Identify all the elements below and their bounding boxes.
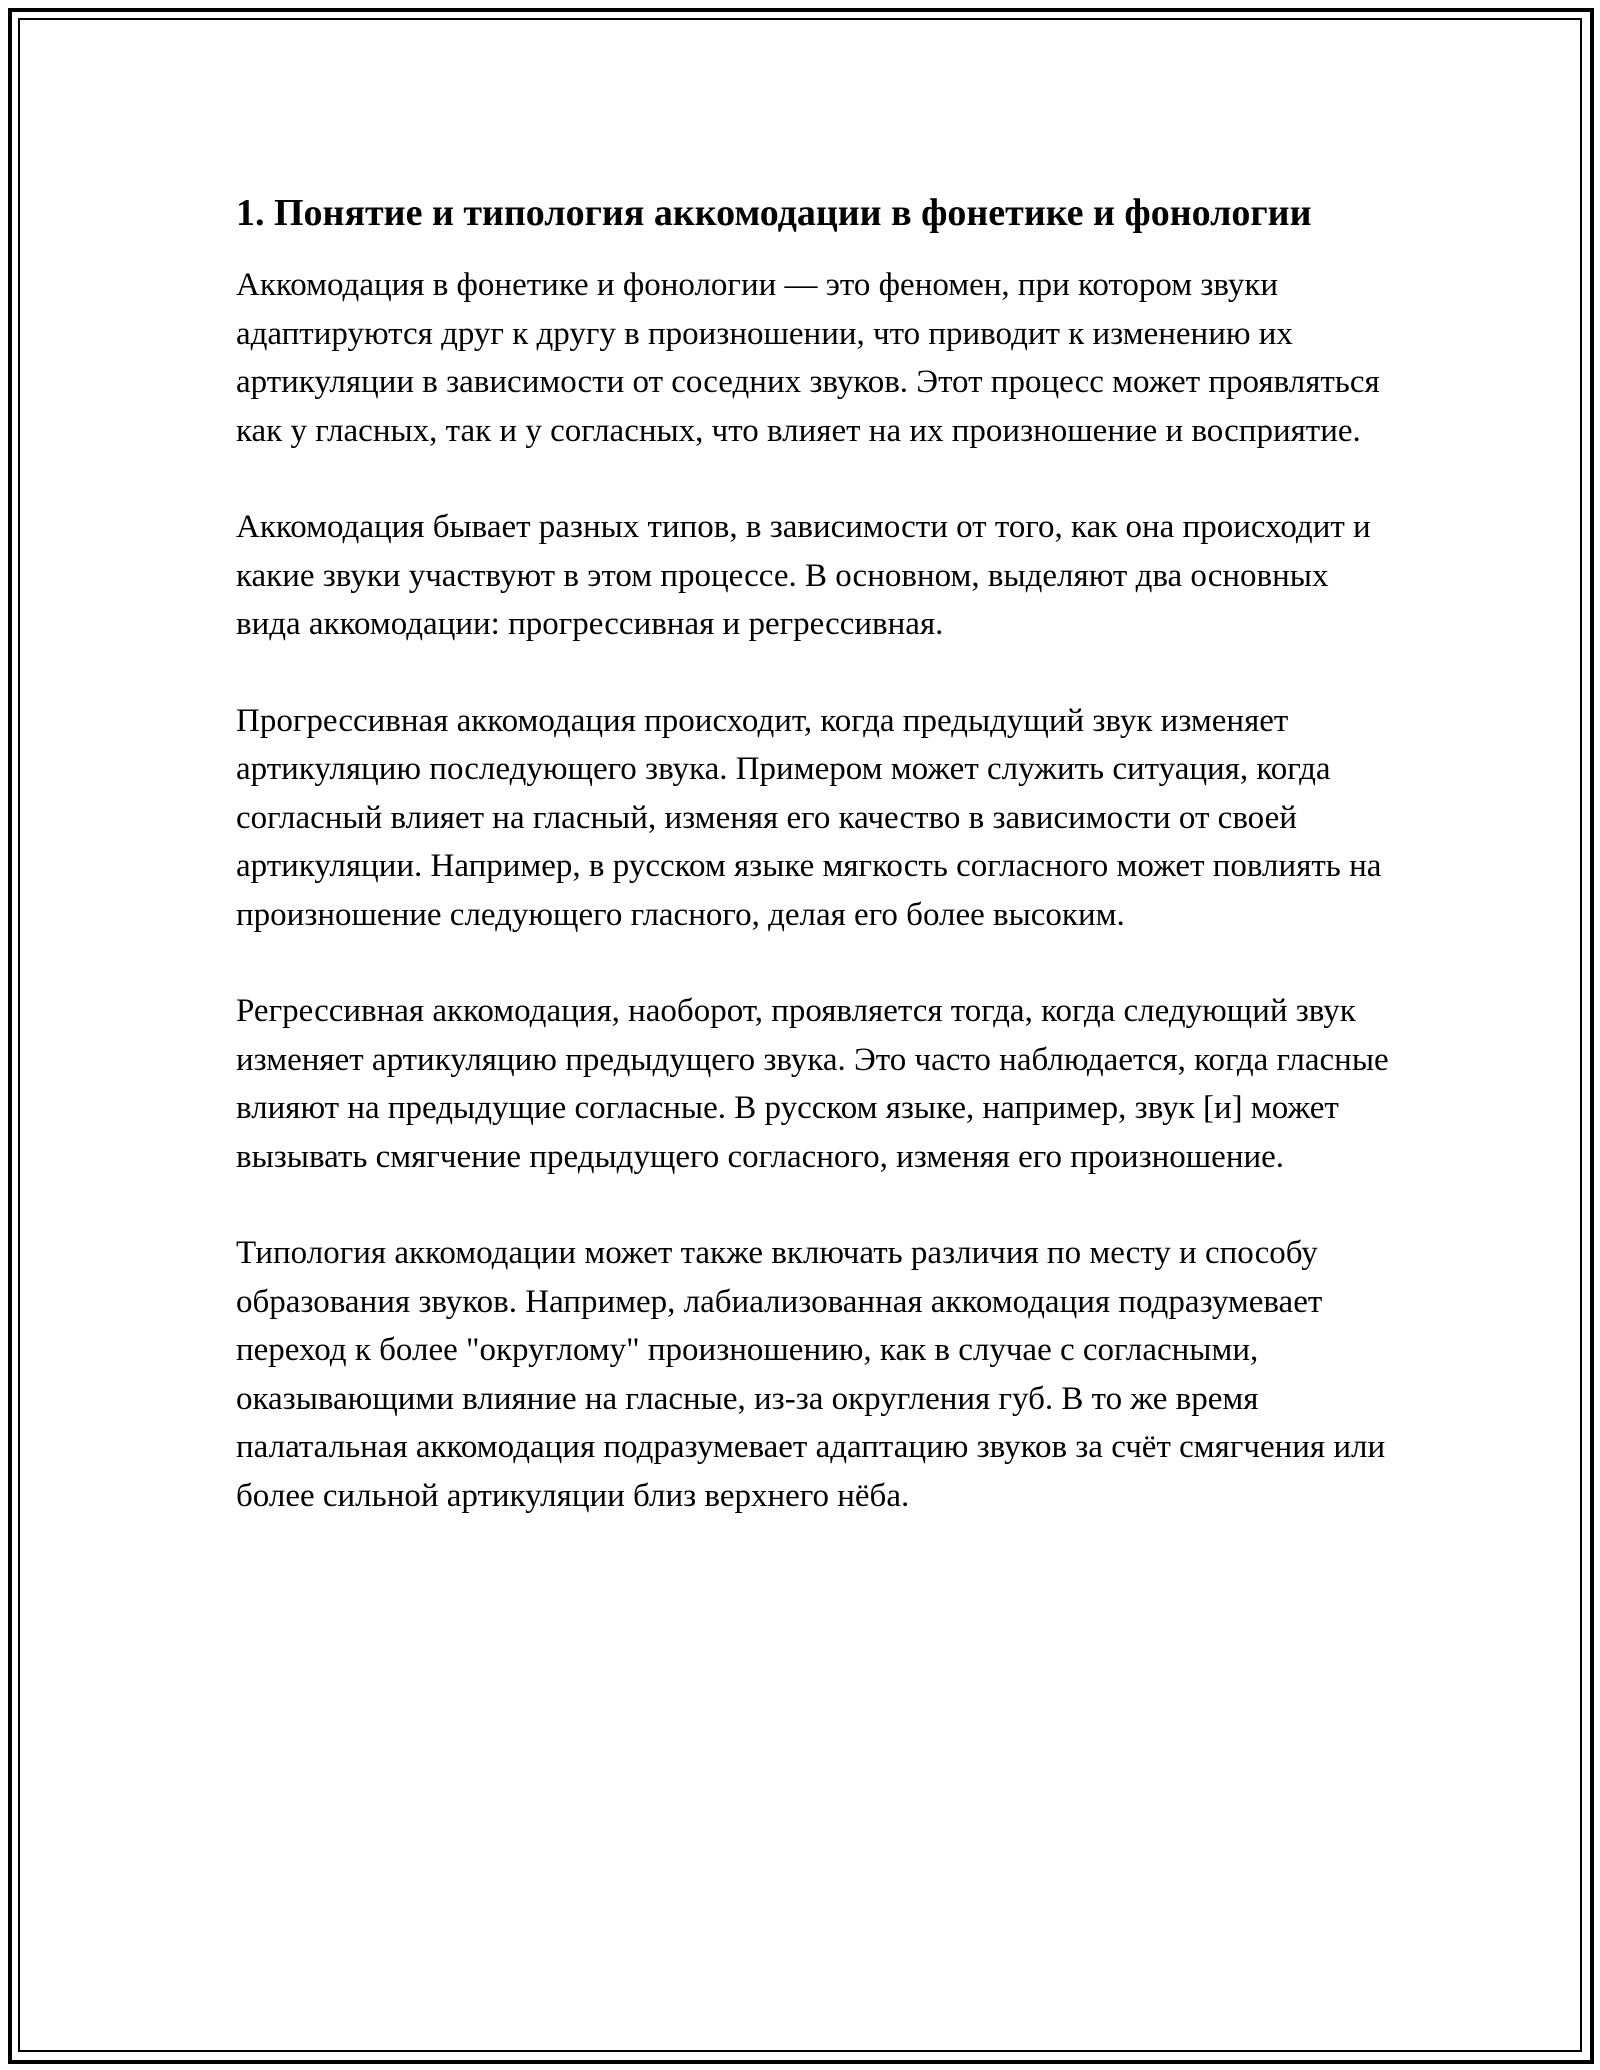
paragraph-types: Аккомодация бывает разных типов, в зависимости от того, как она происходит и какие звуки участвуют в этом процессе. В основном, выделяют два основных вида аккомодации: прогрессивная и регрессивная. xyxy=(236,509,1371,642)
section-heading: 1. Понятие и типология аккомодации в фонетике и фонологии xyxy=(236,192,1312,234)
paragraph-progressive: Прогрессивная аккомодация происходит, когда предыдущий звук изменяет артикуляцию последующего звука. Примером может служить ситуация, когда согласный влияет на гласный, изменяя его качество в зависимости от своей артикуляции. Например, в русском языке мягкость согласного может повлиять на произношение следующего гласного, делая его более высоким. xyxy=(236,702,1382,933)
paragraph-typology: Типология аккомодации может также включать различия по месту и способу образования звуков. Например, лабиализованная аккомодация подразумевает переход к более "округлому" произношению, как в случае с согласными, оказывающими влияние на гласные, из-за округления губ. В то же время палатальная аккомодация подразумевает адаптацию звуков за счёт смягчения или более сильной артикуляции близ верхнего нёба. xyxy=(236,1235,1386,1514)
document-body xyxy=(236,185,1396,1568)
paragraph-definition: Аккомодация в фонетике и фонологии — это феномен, при котором звуки адаптируются друг к другу в произношении, что приводит к изменению их артикуляции в зависимости от соседних звуков. Этот процесс может проявляться как у гласных, так и у согласных, что влияет на их произношение и восприятие. xyxy=(236,267,1380,449)
paragraph-regressive: Регрессивная аккомодация, наоборот, проявляется тогда, когда следующий звук изменяет артикуляцию предыдущего звука. Это часто наблюдается, когда гласные влияют на предыдущие согласные. В русском языке, например, звук [и] может вызывать смягчение предыдущего согласного, изменяя его произношение. xyxy=(236,993,1389,1175)
